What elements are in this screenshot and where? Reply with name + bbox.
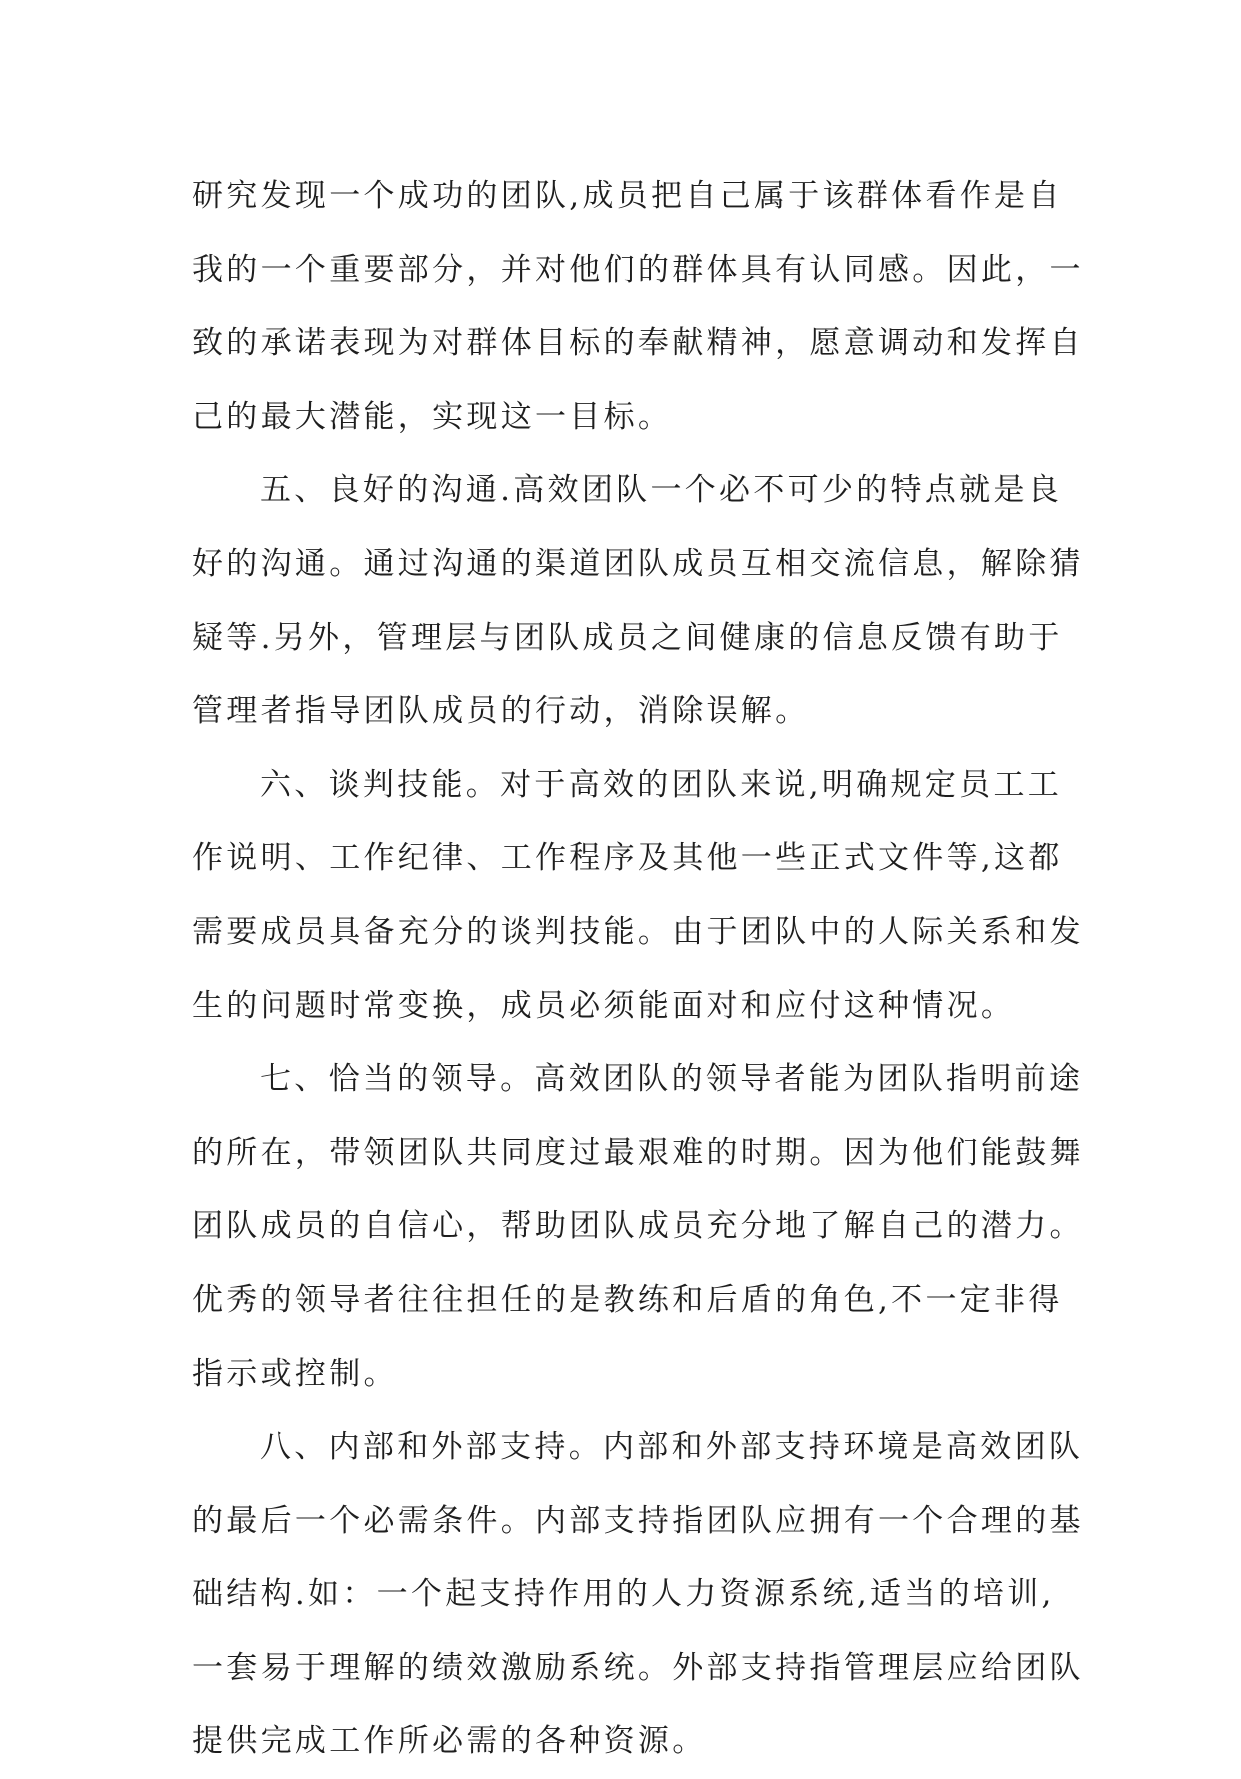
text-line: 作说明、工作纪律、工作程序及其他一些正式文件等,这都 (192, 840, 1063, 877)
text-line: 己的最大潜能，实现这一目标。 (192, 398, 673, 435)
text-line: 我的一个重要部分，并对他们的群体具有认同感。因此，一 (192, 251, 1084, 288)
text-line: 一套易于理解的绩效激励系统。外部支持指管理层应给团队 (192, 1649, 1084, 1686)
section-eight-first-line: 八、内部和外部支持。内部和外部支持环境是高效团队 (260, 1429, 1084, 1466)
text-line: 础结构.如：一个起支持作用的人力资源系统,适当的培训, (192, 1576, 1055, 1613)
text-line: 优秀的领导者往往担任的是教练和后盾的角色,不一定非得 (192, 1281, 1063, 1318)
text-line: 的所在，带领团队共同度过最艰难的时期。因为他们能鼓舞 (192, 1134, 1084, 1171)
text-line: 需要成员具备充分的谈判技能。由于团队中的人际关系和发 (192, 913, 1084, 950)
text-line: 致的承诺表现为对群体目标的奉献精神，愿意调动和发挥自 (192, 325, 1084, 362)
section-five-first-line: 五、良好的沟通.高效团队一个必不可少的特点就是良 (260, 472, 1063, 509)
section-six-first-line: 六、谈判技能。对于高效的团队来说,明确规定员工工 (260, 766, 1063, 803)
text-line: 的最后一个必需条件。内部支持指团队应拥有一个合理的基 (192, 1502, 1084, 1539)
text-line: 团队成员的自信心，帮助团队成员充分地了解自己的潜力。 (192, 1208, 1084, 1245)
text-line: 疑等.另外，管理层与团队成员之间健康的信息反馈有助于 (192, 619, 1063, 656)
document-body (192, 160, 1084, 1779)
text-line: 生的问题时常变换，成员必须能面对和应付这种情况。 (192, 987, 1016, 1024)
text-line: 指示或控制。 (192, 1355, 398, 1392)
text-line: 提供完成工作所必需的各种资源。 (192, 1723, 707, 1760)
text-line: 研究发现一个成功的团队,成员把自己属于该群体看作是自 (192, 178, 1063, 214)
text-line: 好的沟通。通过沟通的渠道团队成员互相交流信息，解除猜 (192, 545, 1084, 582)
section-seven-first-line: 七、恰当的领导。高效团队的领导者能为团队指明前途 (260, 1061, 1084, 1098)
text-line: 管理者指导团队成员的行动，消除误解。 (192, 693, 810, 730)
